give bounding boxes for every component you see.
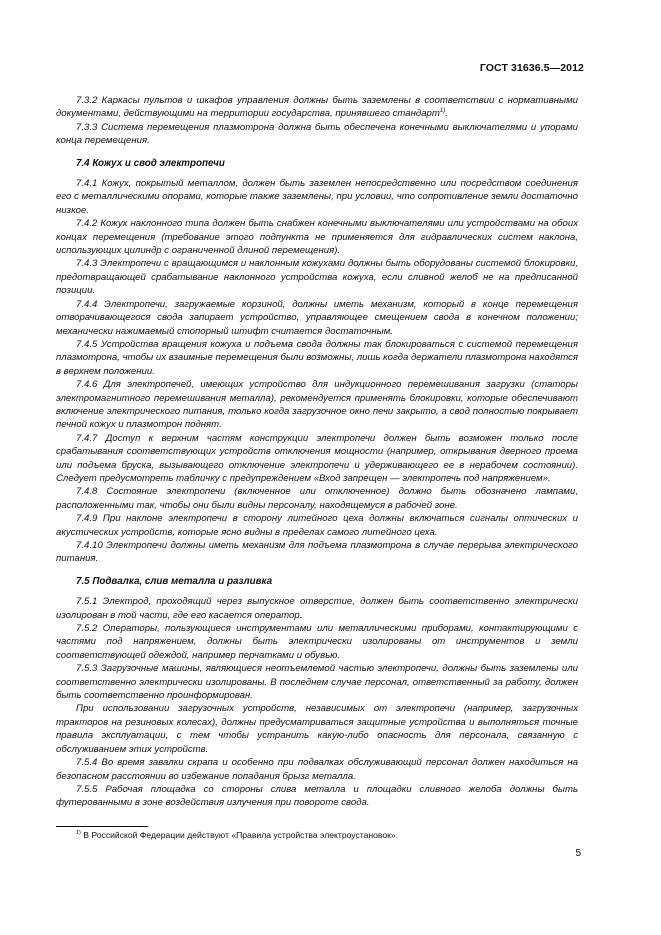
paragraph-7-5-4: 7.5.4 Во время завалки скрапа и особенно при подвалках обслуживающий персонал должен находиться на безопасном расстоянии во избежание попадания брызг металла. — [56, 757, 578, 782]
section-heading-7-4: 7.4 Кожух и свод электропечи — [76, 157, 225, 169]
paragraph-7-4-6: 7.4.6 Для электропечей, имеющих устройство для индукционного перемешивания загрузки (статоры электромагнитного перемешивания металла), рекомендуется применять блокировки, которые обеспечивают включение электрического питания, только когда загрузочное окно печи закрыто, а свод полностью покрывает печной кожух и плазмотрон поднят. — [56, 379, 578, 431]
paragraph-7-3-2: 7.3.2 Каркасы пультов и шкафов управления должны быть заземлены в соответствии с нормативными документами, действующими на территории государства, принявшего стандарт$^{1)}$. — [56, 95, 578, 120]
paragraph-7-4-1: 7.4.1 Кожух, покрытый металлом, должен быть заземлен непосредственно или посредством соединения его с металлическими опорами, которые также заземлены, при условии, что сопротивление земли достаточно низкое. — [56, 178, 578, 216]
footnote-marker: 1) — [76, 830, 81, 837]
paragraph-7-4-8: 7.4.8 Состояние электропечи (включенное или отключенное) должно быть обозначено лампами, расположенными так, чтобы они были видны персоналу, находящемуся в рабочей зоне. — [56, 486, 578, 511]
section-heading-7-5: 7.5 Подвалка, слив металла и разливка — [76, 575, 273, 587]
paragraph-7-4-5: 7.4.5 Устройства вращения кожуха и подъема свода должны так блокироваться с системой перемещения плазмотрона, чтобы их взаимные перемещения были возможны, лишь когда держатели плазмотрона находятся в верхнем положении. — [56, 338, 578, 377]
page-body — [56, 94, 578, 810]
paragraph-7-5-3-continued: При использовании загрузочных устройств, независимых от электропечи (например, загрузочных тракторов на резиновых колесах), должны предусматриваться защитные устройства и выполняться точные правила эксплуатации, с тем чтобы устранить какую-либо опасность для персонала, связанную с обслуживанием этих устройств. — [56, 703, 578, 755]
paragraph-7-5-5: 7.5.5 Рабочая площадка со стороны слива металла и площадки сливного желоба должны быть футерованными в зоне воздействия излучения при повороте свода. — [56, 783, 578, 809]
paragraph-7-5-1: 7.5.1 Электрод, проходящий через выпускное отверстие, должен быть соответственно электрически изолирован в той части, где его касается оператор. — [56, 596, 578, 621]
paragraph-7-5-3: 7.5.3 Загрузочные машины, являющиеся неотъемлемой частью электропечи, должны быть заземлены или соответственно электрически изолированы. В последнем случае персонал, ответственный за работу, должен быть соответственно проинформирован. — [56, 663, 578, 702]
footnote-separator — [56, 826, 148, 827]
paragraph-7-4-7: 7.4.7 Доступ к верхним частям конструкции электропечи должен быть возможен только после срабатывания соответствующих устройств отключения мощности (например, открывания дверного проема или подъема бруска, вызывающего отключение электропечи и удерживающего ее в нерабочем состоянии). Следует предусмотреть табличку с предупреждением «Вход запрещен — электропечь под напряжением». — [56, 432, 578, 484]
paragraph-7-4-10: 7.4.10 Электропечи должны иметь механизм для подъема плазмотрона в случае перерыва электрического питания. — [56, 540, 578, 565]
page-number: 5 — [575, 848, 581, 859]
paragraph-7-4-4: 7.4.4 Электропечи, загружаемые корзиной, должны иметь механизм, который в конце перемещения отворачивающегося свода запирает устройство, управляющее смещением свода в конечном положении; механически нажимаемый стопорный штифт считается достаточным. — [56, 298, 578, 337]
paragraph-7-4-3: 7.4.3 Электропечи с вращающимся и наклонным кожухами должны быть оборудованы системой блокировки, предотвращающей срабатывание наклонного устройства кожуха, если сливной желоб не на предписанной позиции. — [56, 258, 578, 297]
paragraph-7-5-2: 7.5.2 Операторы, пользующиеся инструментами или металлическими приборами, контактирующими с частями под напряжением, должны быть электрически изолированы от инструментов и земли соответствующей одеждой, например перчатками и обувью. — [56, 623, 578, 661]
footnote-ref: 1) — [439, 108, 446, 115]
paragraph-7-4-9: 7.4.9 При наклоне электропечи в сторону литейного цеха должны включаться сигналы оптических и акустических устройств, которые ясно видны в пределах самого литейного цеха. — [56, 513, 578, 538]
paragraph-7-3-3: 7.3.3 Система перемещения плазмотрона должна быть обеспечена конечными выключателями и упорами конца перемещения. — [56, 121, 578, 147]
footnote-text: В Российской Федерации действуют «Правила устройства электроустановок». — [83, 830, 399, 840]
standard-code-header: ГОСТ 31636.5—2012 — [479, 62, 584, 74]
footnote — [76, 830, 398, 841]
paragraph-7-4-2: 7.4.2 Кожух наклонного типа должен быть снабжен конечными выключателями или устройствами на обоих концах перемещения (требование этого подпункта не применяется для гидравлических систем наклона, использующих цилиндр с ограниченной длиной перемещения). — [56, 218, 578, 257]
